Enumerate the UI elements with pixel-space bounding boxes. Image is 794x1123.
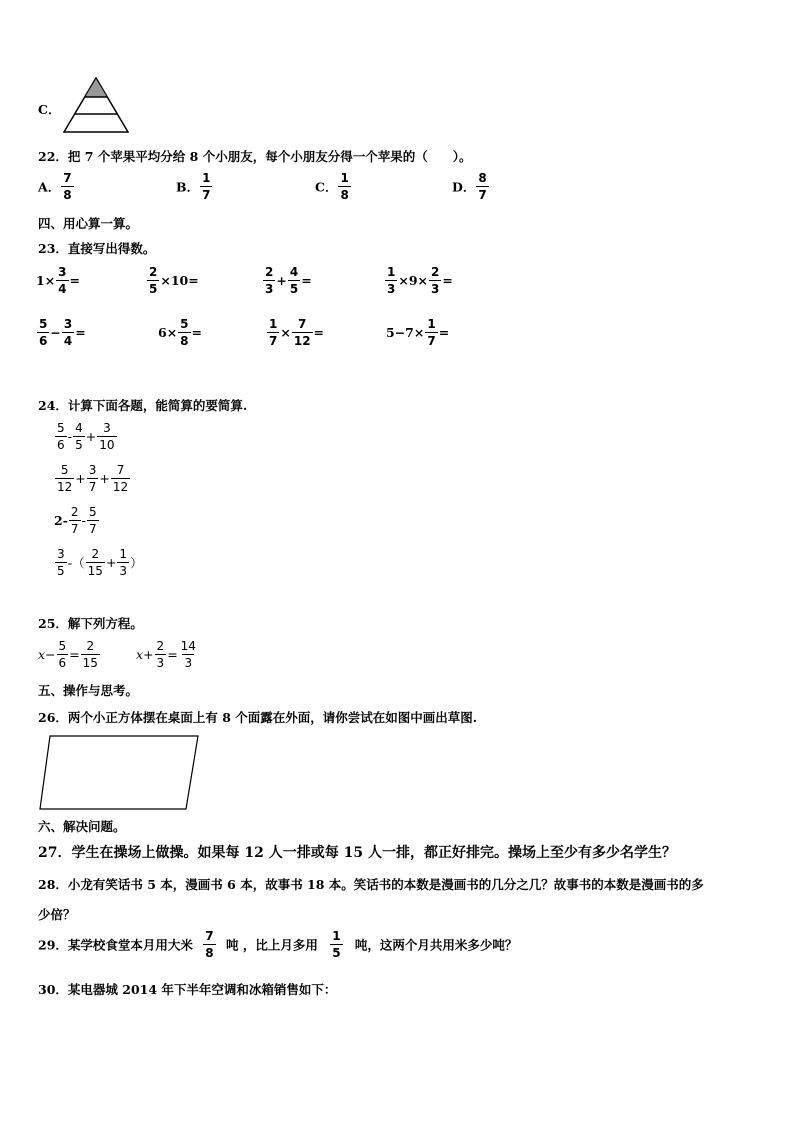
q22-option-d: D． $\frac{8}{7}$ bbox=[452, 171, 487, 202]
q24-row-1: $\frac{5}{6}$ - $\frac{4}{5}$ + $\frac{3}{10}$ bbox=[57, 421, 115, 452]
triangle-top-shaded bbox=[85, 78, 108, 97]
q22-option-a: A． $\frac{7}{8}$ bbox=[38, 171, 72, 202]
q22-option-c: C． $\frac{1}{8}$ bbox=[315, 171, 349, 202]
q27-text: 27．学生在操场上做操。如果每 12 人一排或每 15 人一排，都正好排完。操场上至少有多少名学生？ bbox=[38, 845, 676, 861]
q22-text: 22．把 7 个苹果平均分给 8 个小朋友，每个小朋友分得一个苹果的（ ）。 bbox=[38, 149, 472, 164]
q24-row-4: $\frac{3}{5}$ -（ $\frac{2}{15}$ + $\frac{1}{3}$ ） bbox=[57, 547, 143, 578]
q22-option-b: B． $\frac{1}{7}$ bbox=[176, 171, 211, 202]
section-5-heading: 五、操作与思考。 bbox=[38, 683, 139, 698]
q23-expr-1: 1× $\frac{3}{4}$ = bbox=[36, 265, 81, 296]
q23-expr-4: $\frac{1}{3}$ ×9× $\frac{2}{3}$ = bbox=[387, 265, 453, 296]
q24-text: 24．计算下面各题，能简算的要简算. bbox=[38, 398, 248, 413]
q23-expr-8: 5−7× $\frac{1}{7}$ = bbox=[386, 317, 450, 348]
q25-equation-1: x− $\frac{5}{6}$ = $\frac{2}{15}$ bbox=[38, 639, 98, 670]
section-4-heading: 四、用心算一算。 bbox=[38, 216, 139, 231]
q25-equation-2: x+ $\frac{2}{3}$ = $\frac{14}{3}$ bbox=[136, 639, 196, 670]
q25-text: 25．解下列方程。 bbox=[38, 616, 143, 631]
q30-text: 30．某电器城 2014 年下半年空调和冰箱销售如下： bbox=[38, 982, 337, 997]
q28-text-line-2: 少倍？ bbox=[38, 907, 76, 922]
q23-expr-7: $\frac{1}{7}$ × $\frac{7}{12}$ = bbox=[269, 317, 325, 348]
section-6-heading: 六、解决问题。 bbox=[38, 819, 126, 834]
layered-triangle-figure bbox=[62, 76, 130, 134]
q23-expr-3: $\frac{2}{3}$ + $\frac{4}{5}$ = bbox=[265, 265, 312, 296]
q23-expr-2: $\frac{2}{5}$ ×10= bbox=[149, 265, 199, 296]
q23-expr-5: $\frac{5}{6}$ − $\frac{3}{4}$ = bbox=[39, 317, 86, 348]
q21-option-c-label: C． bbox=[38, 102, 61, 117]
q28-text-line-1: 28．小龙有笑话书 5 本，漫画书 6 本，故事书 18 本。笑话书的本数是漫画书的几分之几？故事书的本数是漫画书的多 bbox=[38, 877, 704, 892]
q29-text: 29．某学校食堂本月用大米 $\frac{7}{8}$ 吨 ，比上月多用 $\frac{1}{5}$ 吨，这两个月共用米多少吨？ bbox=[38, 929, 518, 960]
q24-row-3: 2- $\frac{2}{7}$ - $\frac{5}{7}$ bbox=[54, 505, 97, 536]
q26-text: 26．两个小正方体摆在桌面上有 8 个面露在外面，请你尝试在如图中画出草图. bbox=[38, 710, 478, 725]
q23-expr-6: 6× $\frac{5}{8}$ = bbox=[158, 317, 203, 348]
q23-text: 23．直接写出得数。 bbox=[38, 241, 156, 256]
q24-row-2: $\frac{5}{12}$ + $\frac{3}{7}$ + $\frac{7}{12}$ bbox=[57, 463, 129, 494]
parallelogram-drawing-area[interactable] bbox=[38, 734, 202, 812]
